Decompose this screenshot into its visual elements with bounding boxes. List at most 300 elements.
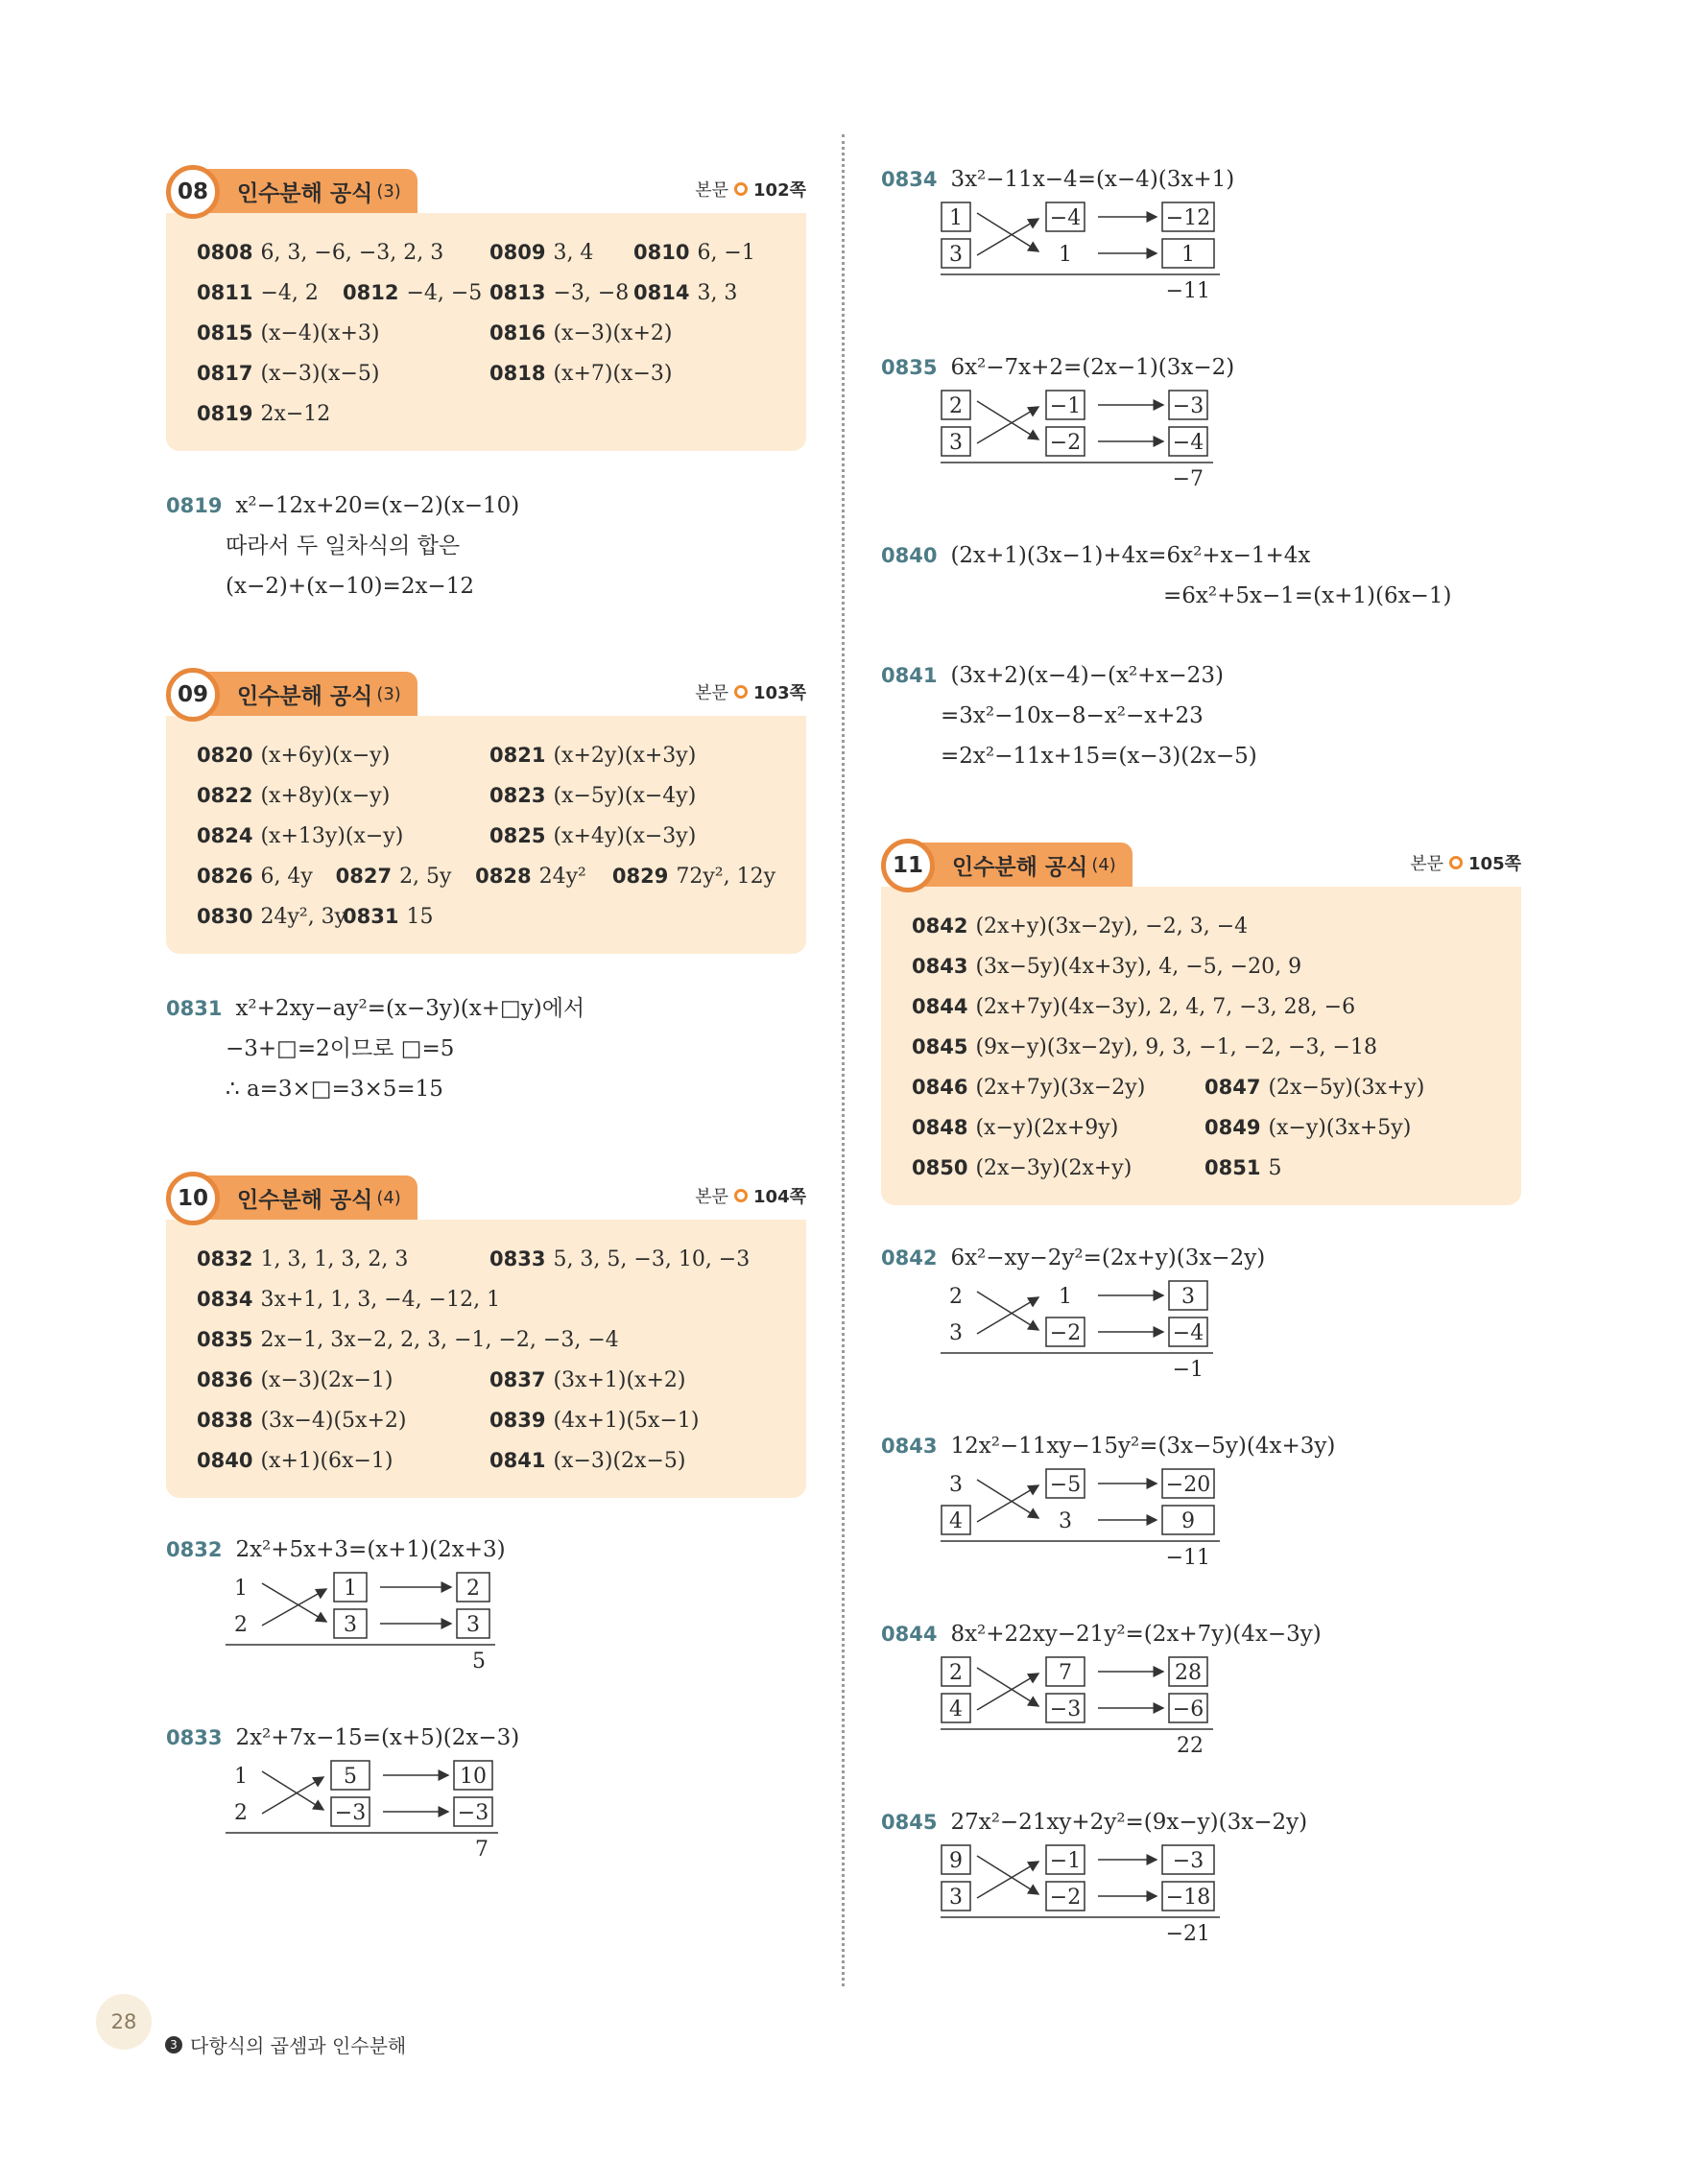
section-title: 인수분해 공식 <box>237 180 373 206</box>
answer-text: 2x−1, 3x−2, 2, 3, −1, −2, −3, −4 <box>260 1327 619 1352</box>
cross-diagram <box>941 1842 1257 1948</box>
svg-text:−3: −3 <box>457 1801 489 1825</box>
section-title-tab <box>195 1175 417 1220</box>
solution-id: 0840 <box>881 544 938 567</box>
section-subtitle: (4) <box>1091 854 1116 875</box>
cross-mid-value <box>1046 427 1085 456</box>
answer-item <box>489 1247 750 1271</box>
ref-arrow-icon <box>734 1189 748 1202</box>
answer-id: 0825 <box>489 823 546 847</box>
answer-row <box>912 1148 1490 1188</box>
svg-text:−3: −3 <box>1172 394 1204 418</box>
cross-left-value <box>942 427 970 456</box>
solution-line <box>166 988 584 1029</box>
cross-left-value <box>942 1882 970 1911</box>
section-title-tab <box>195 169 417 213</box>
answer-item <box>197 281 343 305</box>
cross-solution-0832 <box>166 1530 542 1675</box>
answer-id: 0851 <box>1204 1155 1261 1179</box>
svg-text:3: 3 <box>949 1321 963 1345</box>
svg-text:3: 3 <box>1059 1509 1072 1533</box>
answer-row <box>912 1027 1490 1067</box>
answer-id: 0830 <box>197 904 253 928</box>
cross-right-value <box>1162 202 1214 231</box>
solution-equation: 2x²+5x+3=(x+1)(2x+3) <box>235 1537 506 1562</box>
cross-diagram <box>941 388 1257 493</box>
cross-line <box>977 1485 1038 1522</box>
answer-item <box>197 1288 500 1312</box>
solution-line: ∴ a=3×□=3×5=15 <box>226 1077 443 1102</box>
cross-left-value <box>942 202 970 231</box>
svg-text:−1: −1 <box>1049 1849 1082 1873</box>
answer-text: 2, 5y <box>399 864 452 889</box>
answer-text: (x+4y)(x−3y) <box>553 823 697 848</box>
answer-item <box>489 784 696 808</box>
svg-text:3: 3 <box>1181 1285 1195 1309</box>
answer-text: 5, 3, 5, −3, 10, −3 <box>553 1246 751 1271</box>
svg-text:1: 1 <box>949 206 963 230</box>
cross-left-value <box>234 1765 248 1789</box>
cross-solution-0843 <box>881 1426 1335 1572</box>
svg-text:2: 2 <box>234 1613 248 1637</box>
answer-text: (3x+1)(x+2) <box>553 1367 686 1392</box>
answer-id: 0821 <box>489 743 546 767</box>
section-header <box>166 1172 806 1220</box>
solution-text: x²+2xy−ay²=(x−3y)(x+□y)에서 <box>235 996 585 1021</box>
svg-text:1: 1 <box>1059 1285 1072 1309</box>
answer-id: 0817 <box>197 361 253 385</box>
section-number: 11 <box>881 839 935 892</box>
answer-text: (9x−y)(3x−2y), 9, 3, −1, −2, −3, −18 <box>975 1034 1377 1059</box>
answer-item <box>1204 1076 1424 1100</box>
solution-line <box>166 1718 542 1758</box>
answer-item <box>912 1035 1377 1059</box>
answer-text: (x+13y)(x−y) <box>260 823 404 848</box>
answer-id: 0819 <box>197 401 253 425</box>
cross-mid-value <box>331 1761 370 1790</box>
answer-item <box>197 1409 489 1433</box>
solution-id: 0819 <box>166 494 223 517</box>
cross-right-value <box>457 1573 489 1602</box>
solution-id: 0831 <box>166 997 223 1020</box>
cross-right-value <box>1169 1657 1207 1686</box>
cross-line <box>977 1292 1038 1330</box>
answer-text: 24y² <box>538 864 586 889</box>
answer-row <box>197 856 775 896</box>
cross-diagram <box>941 1278 1257 1384</box>
solution-id: 0844 <box>881 1623 938 1646</box>
cross-mid-value <box>1046 1318 1085 1346</box>
ref-page: 105쪽 <box>1468 854 1521 874</box>
cross-line <box>262 1589 326 1626</box>
cross-left-value <box>942 391 970 419</box>
cross-right-value <box>1162 1882 1214 1911</box>
solution-equation: 8x²+22xy−21y²=(2x+7y)(4x−3y) <box>950 1622 1322 1647</box>
answer-text: 6, −1 <box>697 240 755 265</box>
svg-text:−4: −4 <box>1049 206 1082 230</box>
answer-text: −4, −5 <box>406 280 483 305</box>
solution-line: =6x²+5x−1=(x+1)(6x−1) <box>1163 583 1452 608</box>
solution-line <box>881 1426 1335 1466</box>
answer-id: 0831 <box>343 904 399 928</box>
answer-row <box>197 1400 775 1440</box>
answer-item <box>489 824 696 848</box>
section-10 <box>166 1172 806 1498</box>
svg-text:3: 3 <box>949 1473 963 1497</box>
svg-text:10: 10 <box>460 1765 487 1789</box>
answer-item <box>489 321 672 345</box>
cross-solution-0844 <box>881 1614 1322 1760</box>
answer-item <box>197 824 489 848</box>
svg-text:−12: −12 <box>1165 206 1211 230</box>
answer-text: (3x−4)(5x+2) <box>260 1408 407 1433</box>
svg-text:−1: −1 <box>1049 394 1082 418</box>
answer-id: 0832 <box>197 1246 253 1270</box>
answer-id: 0839 <box>489 1408 546 1432</box>
cross-right-value <box>1162 1506 1214 1534</box>
cross-line <box>977 1856 1038 1894</box>
answer-item <box>489 744 696 768</box>
cross-left-value <box>942 239 970 268</box>
ref-label: 본문 <box>695 1187 729 1207</box>
chapter-number-icon: 3 <box>165 2036 182 2053</box>
cross-sum: −7 <box>1172 467 1204 491</box>
ref-arrow-icon <box>1449 856 1463 869</box>
cross-right-value <box>1162 1469 1214 1498</box>
answer-id: 0846 <box>912 1075 968 1099</box>
answer-text: (x−3)(2x−1) <box>260 1367 393 1392</box>
answer-row <box>912 986 1490 1027</box>
cross-right-value <box>1169 1281 1207 1310</box>
answer-text: −4, 2 <box>260 280 319 305</box>
solution-equation: 2x²+7x−15=(x+5)(2x−3) <box>235 1725 520 1750</box>
cross-left-value <box>942 1694 970 1722</box>
answer-text: (2x+7y)(3x−2y) <box>975 1075 1146 1100</box>
svg-text:2: 2 <box>466 1577 480 1601</box>
cross-line <box>977 1862 1038 1898</box>
answer-row <box>197 353 775 393</box>
solution-id: 0845 <box>881 1811 938 1834</box>
solution-equation: 12x²−11xy−15y²=(3x−5y)(4x+3y) <box>950 1434 1336 1459</box>
solution-line: =3x²−10x−8−x²−x+23 <box>941 703 1204 728</box>
cross-left-value <box>234 1613 248 1637</box>
answer-id: 0848 <box>912 1115 968 1139</box>
answer-text: (x+6y)(x−y) <box>260 743 391 768</box>
cross-left-value <box>942 1845 970 1874</box>
answer-text: (x−3)(2x−5) <box>553 1448 686 1473</box>
answer-id: 0843 <box>912 954 968 978</box>
section-title: 인수분해 공식 <box>952 854 1088 880</box>
answer-item <box>912 955 1301 979</box>
answer-box <box>166 213 806 451</box>
answer-row <box>197 232 775 273</box>
cross-solution-0834 <box>881 159 1257 305</box>
answer-text: (x+8y)(x−y) <box>260 783 391 808</box>
cross-left-value <box>949 1473 963 1497</box>
svg-text:2: 2 <box>234 1801 248 1825</box>
solution-equation: 6x²−xy−2y²=(2x+y)(3x−2y) <box>950 1246 1266 1270</box>
svg-text:−18: −18 <box>1165 1886 1211 1910</box>
answer-id: 0812 <box>343 280 399 304</box>
solution-id: 0843 <box>881 1435 938 1458</box>
answer-item <box>633 281 737 305</box>
cross-sum: −11 <box>1165 1546 1210 1570</box>
svg-text:3: 3 <box>949 431 963 455</box>
cross-sum: 22 <box>1177 1734 1204 1758</box>
solution-equation: 27x²−21xy+2y²=(9x−y)(3x−2y) <box>950 1810 1308 1835</box>
answer-text: (x−4)(x+3) <box>260 320 380 345</box>
answer-text: 6, 3, −6, −3, 2, 3 <box>260 240 444 265</box>
answer-text: (x+7)(x−3) <box>553 361 673 386</box>
answer-row <box>197 1319 775 1360</box>
solution-line: 따라서 두 일차식의 합은 <box>226 534 461 558</box>
answer-id: 0826 <box>197 864 253 888</box>
cross-mid-value <box>331 1797 370 1826</box>
svg-text:−20: −20 <box>1165 1473 1211 1497</box>
cross-left-value <box>234 1577 248 1601</box>
cross-mid-value <box>334 1609 367 1638</box>
cross-right-value <box>1162 1845 1214 1874</box>
answer-item <box>197 402 330 426</box>
svg-text:3: 3 <box>949 243 963 267</box>
answer-item <box>612 865 775 889</box>
cross-right-value <box>1162 239 1214 268</box>
cross-sum: 5 <box>472 1650 486 1674</box>
cross-mid-value <box>1059 243 1072 267</box>
answer-item <box>489 241 633 265</box>
answer-text: (x+2y)(x+3y) <box>553 743 697 768</box>
answer-id: 0833 <box>489 1246 546 1270</box>
solution-line: −3+□=2이므로 □=5 <box>226 1036 455 1061</box>
answer-id: 0824 <box>197 823 253 847</box>
answer-text: 72y², 12y <box>676 864 775 889</box>
svg-text:3: 3 <box>466 1613 480 1637</box>
svg-text:−3: −3 <box>1049 1697 1082 1721</box>
svg-text:−4: −4 <box>1172 1321 1204 1345</box>
answer-row <box>912 946 1490 986</box>
svg-text:2: 2 <box>949 394 963 418</box>
column-divider <box>842 134 845 1986</box>
section-subtitle: (3) <box>376 180 401 202</box>
section-title: 인수분해 공식 <box>237 1187 373 1213</box>
answer-item <box>489 1449 685 1473</box>
answer-row <box>912 1067 1490 1107</box>
answer-id: 0818 <box>489 361 546 385</box>
answer-id: 0827 <box>335 864 393 888</box>
answer-row <box>197 896 775 937</box>
answer-text: (x+1)(6x−1) <box>260 1448 393 1473</box>
answer-id: 0844 <box>912 994 968 1018</box>
svg-text:1: 1 <box>1181 243 1195 267</box>
cross-line <box>977 401 1038 439</box>
cross-diagram <box>226 1758 542 1864</box>
answer-text: (2x−3y)(2x+y) <box>975 1155 1133 1180</box>
answer-text: 2x−12 <box>260 401 331 426</box>
svg-text:3: 3 <box>344 1613 357 1637</box>
solution-id: 0835 <box>881 356 938 379</box>
section-header <box>166 668 806 716</box>
answer-text: 6, 4y <box>260 864 313 889</box>
answer-item <box>197 321 489 345</box>
solution-line <box>166 1530 542 1570</box>
solution-id: 0834 <box>881 168 938 191</box>
svg-text:1: 1 <box>234 1765 248 1789</box>
svg-text:9: 9 <box>1181 1509 1195 1533</box>
answer-item <box>343 905 433 929</box>
answer-text: (3x−5y)(4x+3y), 4, −5, −20, 9 <box>975 954 1302 979</box>
solution-0819 <box>166 486 519 606</box>
section-title: 인수분해 공식 <box>237 683 373 709</box>
answer-row <box>912 1107 1490 1148</box>
answer-item <box>197 744 489 768</box>
ref-page: 102쪽 <box>753 180 806 201</box>
section-reference <box>695 1183 806 1208</box>
answer-item <box>197 1449 489 1473</box>
answer-item <box>197 904 347 929</box>
answer-id: 0849 <box>1204 1115 1261 1139</box>
solution-id: 0841 <box>881 664 938 687</box>
svg-text:4: 4 <box>949 1697 963 1721</box>
answer-item <box>489 281 633 305</box>
answer-item <box>489 362 672 386</box>
cross-line <box>977 1480 1038 1518</box>
answer-row <box>197 1279 775 1319</box>
section-header <box>166 165 806 213</box>
svg-text:−2: −2 <box>1049 1321 1082 1345</box>
section-subtitle: (3) <box>376 683 401 704</box>
answer-text: 3, 3 <box>697 280 738 305</box>
answer-id: 0850 <box>912 1155 968 1179</box>
section-11 <box>881 839 1521 1205</box>
answer-id: 0816 <box>489 320 546 344</box>
answer-text: (x−y)(3x+5y) <box>1268 1115 1412 1140</box>
cross-diagram <box>226 1570 542 1675</box>
answer-row <box>197 735 775 775</box>
section-number: 09 <box>166 668 220 722</box>
cross-mid-value <box>1059 1509 1072 1533</box>
solution-equation: 3x²−11x−4=(x−4)(3x+1) <box>950 167 1235 192</box>
answer-item <box>912 914 1248 938</box>
svg-text:5: 5 <box>344 1765 357 1789</box>
svg-text:−2: −2 <box>1049 1886 1082 1910</box>
answer-text: 3x+1, 1, 3, −4, −12, 1 <box>260 1287 501 1312</box>
cross-sum: −21 <box>1165 1922 1210 1946</box>
svg-text:−3: −3 <box>334 1801 367 1825</box>
ref-arrow-icon <box>734 182 748 196</box>
answer-text: 3, 4 <box>553 240 594 265</box>
answer-text: 15 <box>406 904 434 929</box>
answer-item <box>912 1156 1204 1180</box>
answer-id: 0822 <box>197 783 253 807</box>
cross-line <box>977 407 1038 443</box>
answer-id: 0829 <box>611 864 669 888</box>
solution-equation: 6x²−7x+2=(2x−1)(3x−2) <box>950 355 1235 380</box>
solution-0831 <box>166 988 584 1109</box>
cross-line <box>977 219 1038 255</box>
answer-id: 0828 <box>475 864 532 888</box>
answer-item <box>489 1409 699 1433</box>
answer-text: −3, −8 <box>553 280 630 305</box>
answer-row <box>912 906 1490 946</box>
cross-mid-value <box>1046 1469 1085 1498</box>
svg-text:−5: −5 <box>1049 1473 1082 1497</box>
answer-id: 0810 <box>633 240 690 264</box>
ref-label: 본문 <box>695 683 729 703</box>
solution-line <box>166 486 519 526</box>
solution-line: (x−2)+(x−10)=2x−12 <box>226 574 474 599</box>
answer-id: 0842 <box>912 914 968 938</box>
ref-label: 본문 <box>695 180 729 201</box>
answer-id: 0836 <box>197 1367 253 1391</box>
answer-item <box>1204 1156 1281 1180</box>
svg-text:28: 28 <box>1175 1661 1202 1685</box>
answer-text: 1, 3, 1, 3, 2, 3 <box>260 1246 409 1271</box>
svg-text:2: 2 <box>949 1661 963 1685</box>
solution-line: =2x²−11x+15=(x−3)(2x−5) <box>941 744 1257 769</box>
chapter-label <box>165 2030 406 2058</box>
answer-id: 0814 <box>633 280 690 304</box>
answer-text: (4x+1)(5x−1) <box>553 1408 700 1433</box>
solution-line <box>881 1614 1322 1654</box>
solution-line <box>881 159 1257 200</box>
solution-line <box>881 347 1257 388</box>
answer-item <box>197 865 336 889</box>
cross-diagram <box>941 200 1257 305</box>
cross-right-value <box>454 1761 492 1790</box>
cross-mid-value <box>334 1573 367 1602</box>
answer-item <box>633 241 755 265</box>
answer-row <box>197 1360 775 1400</box>
solution-id: 0842 <box>881 1246 938 1270</box>
answer-text: (x−y)(2x+9y) <box>975 1115 1119 1140</box>
answer-id: 0845 <box>912 1034 968 1058</box>
answer-id: 0809 <box>489 240 546 264</box>
cross-right-value <box>1169 1694 1207 1722</box>
section-08 <box>166 165 806 451</box>
answer-item <box>912 1076 1204 1100</box>
svg-text:−6: −6 <box>1172 1697 1204 1721</box>
solution-line <box>881 1802 1307 1842</box>
cross-line <box>977 1668 1038 1706</box>
solution-id: 0833 <box>166 1726 223 1749</box>
cross-left-value <box>949 1321 963 1345</box>
answer-id: 0811 <box>197 280 253 304</box>
solution-text: (3x+2)(x−4)−(x²+x−23) <box>950 663 1224 688</box>
svg-text:4: 4 <box>949 1509 963 1533</box>
answer-item <box>343 281 489 305</box>
section-reference <box>695 177 806 202</box>
answer-id: 0841 <box>489 1448 546 1472</box>
cross-line <box>977 1674 1038 1710</box>
answer-item <box>197 362 489 386</box>
cross-left-value <box>949 1285 963 1309</box>
answer-row <box>197 1440 775 1481</box>
answer-item <box>336 865 476 889</box>
cross-line <box>262 1777 323 1814</box>
cross-sum: 7 <box>475 1838 489 1862</box>
cross-diagram <box>941 1466 1257 1572</box>
cross-left-value <box>942 1657 970 1686</box>
answer-box <box>881 887 1521 1205</box>
solution-line <box>881 535 1451 576</box>
svg-text:1: 1 <box>1059 243 1072 267</box>
cross-right-value <box>454 1797 492 1826</box>
cross-solution-0845 <box>881 1802 1307 1948</box>
answer-id: 0813 <box>489 280 546 304</box>
answer-row <box>197 1239 775 1279</box>
answer-id: 0820 <box>197 743 253 767</box>
answer-text: (2x+7y)(4x−3y), 2, 4, 7, −3, 28, −6 <box>975 994 1356 1019</box>
